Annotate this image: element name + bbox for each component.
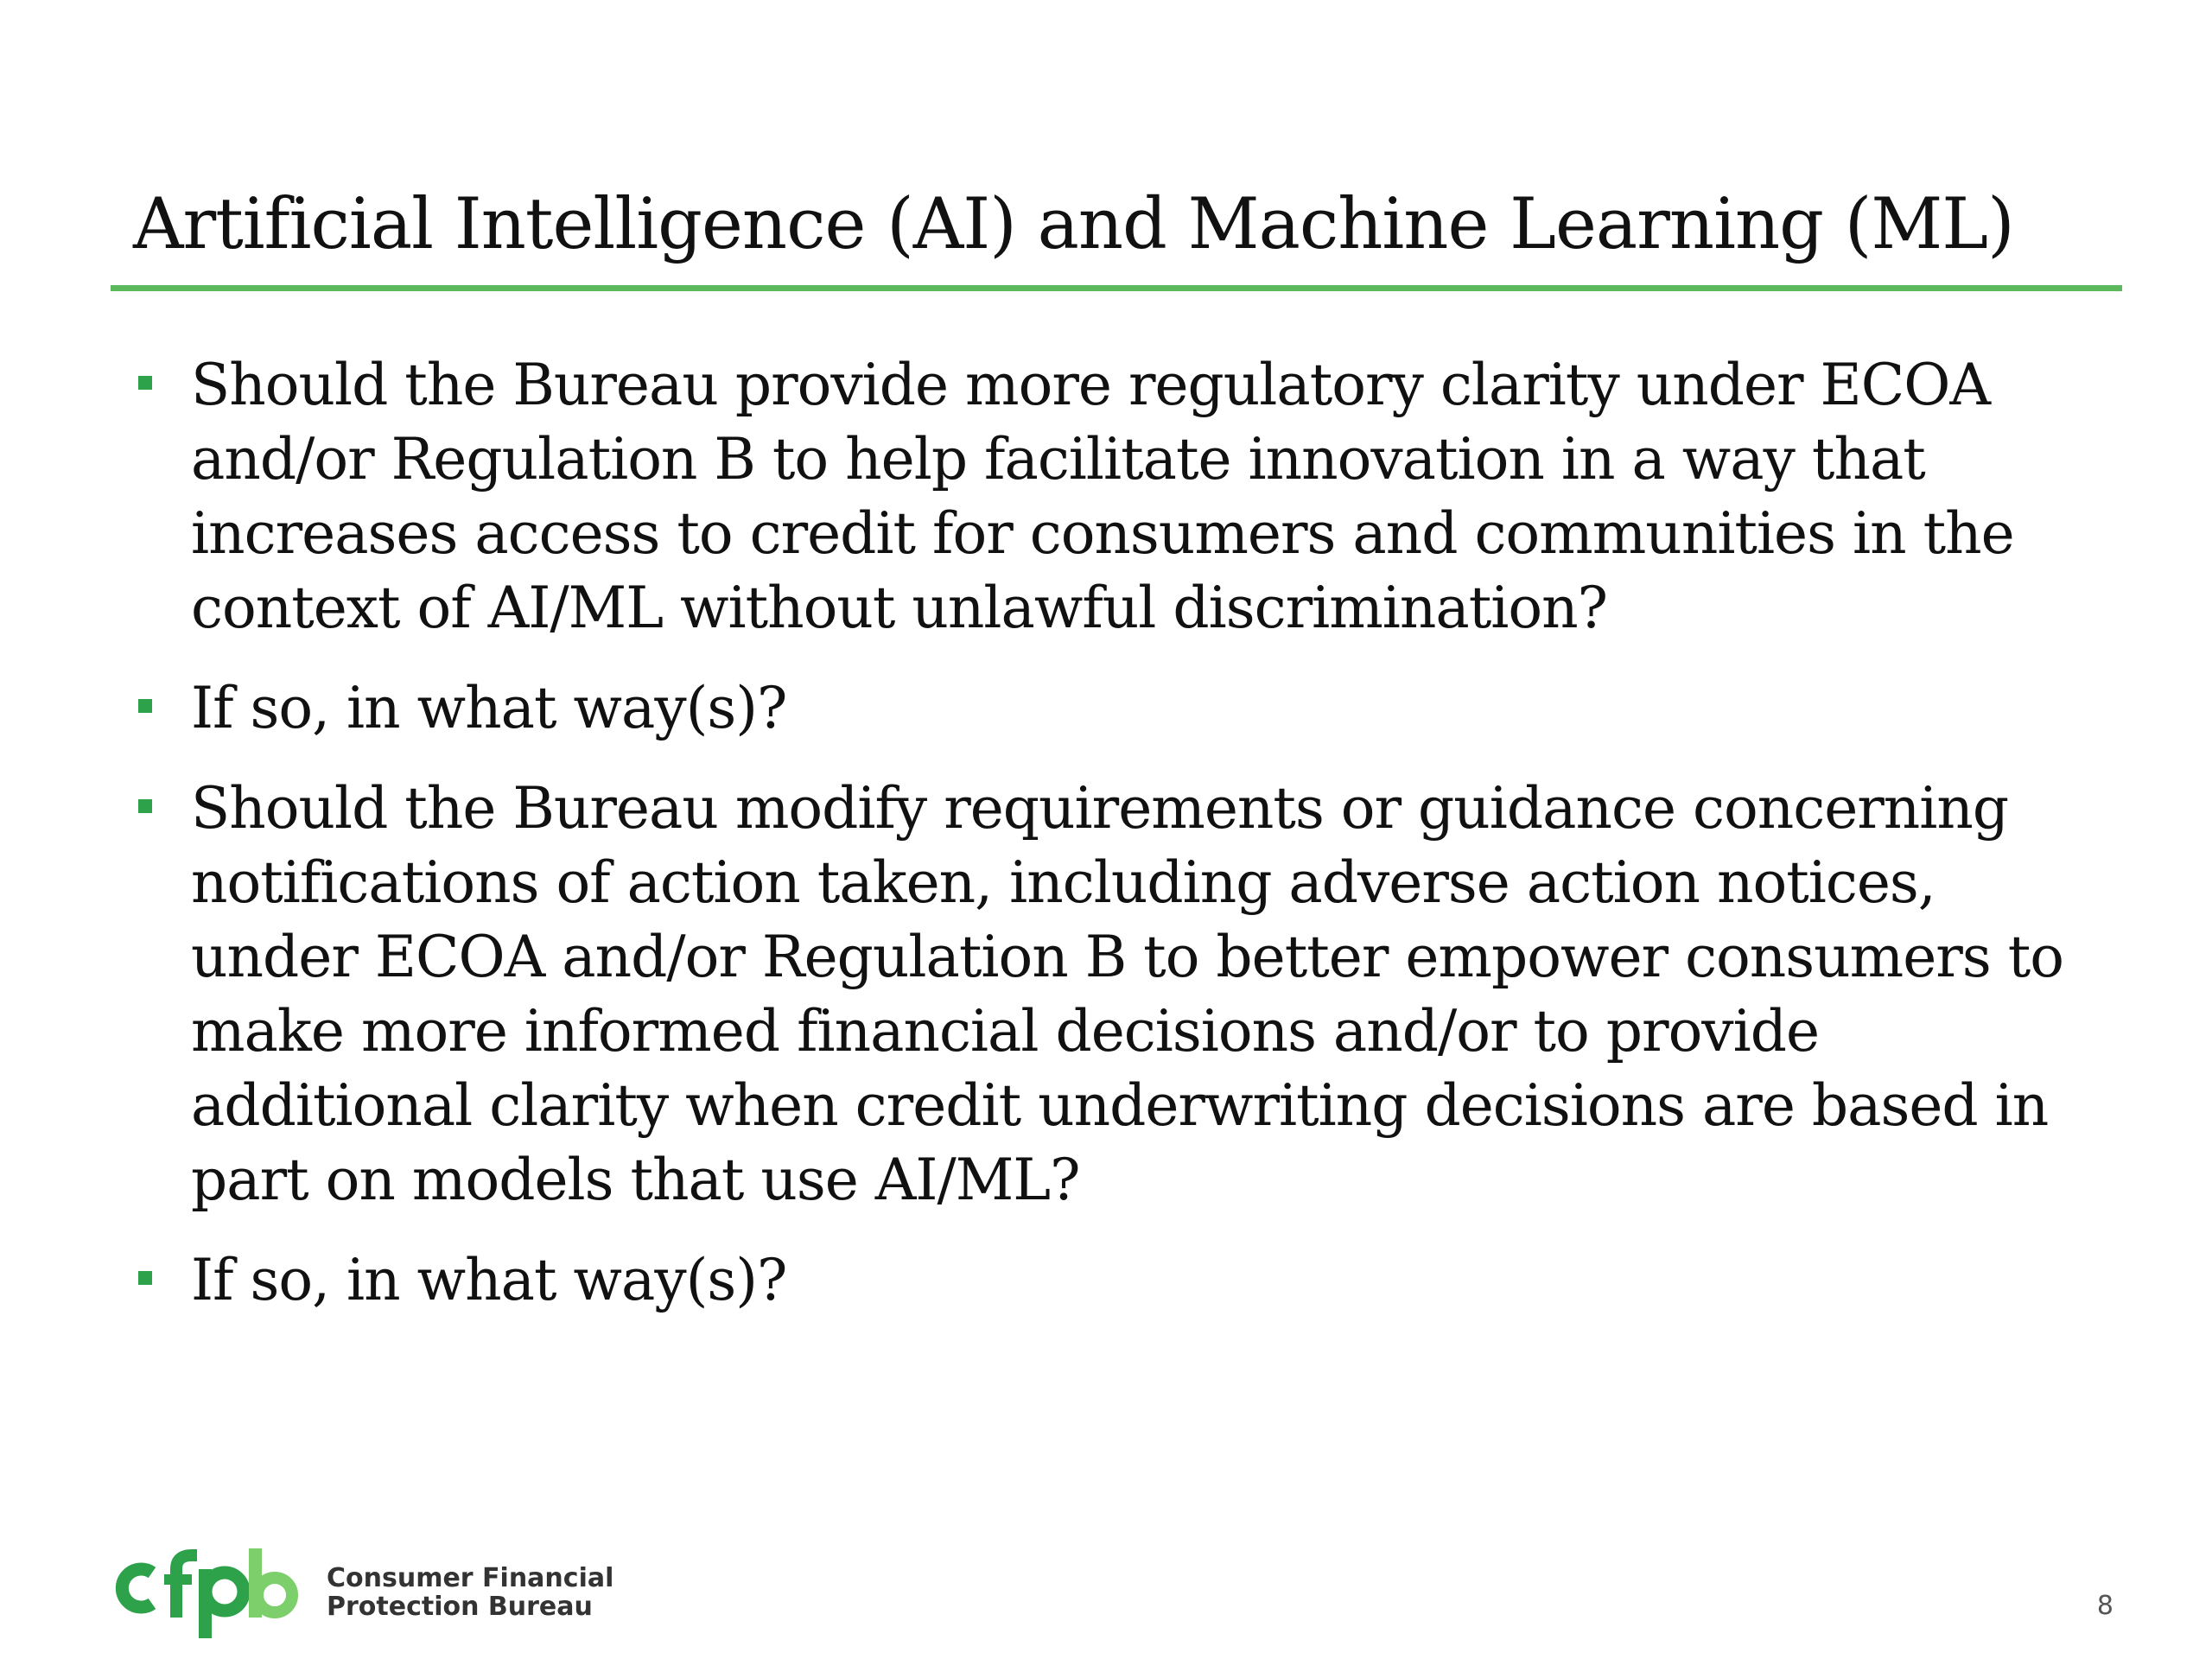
bullet-item <box>138 348 2091 645</box>
slide-title: Artificial Intelligence (AI) and Machine Learning (ML) <box>133 184 2014 265</box>
page-number: 8 <box>2096 1591 2113 1621</box>
bullet-text: If so, in what way(s)? <box>191 1247 787 1313</box>
bullet-item <box>138 772 2091 1217</box>
agency-name-line: Consumer Financial <box>327 1563 614 1593</box>
square-bullet-icon <box>138 376 152 390</box>
bullet-text: Should the Bureau modify requirements or guidance concerning notifications of action taken, including adverse action notices, under ECOA and/or Regulation B to better empower consumers to make more informed financial decisions and/or to provide additional clarity when credit underwriting decisions are based in part on models that use AI/ML? <box>191 775 2063 1213</box>
bullet-text: Should the Bureau provide more regulatory clarity under ECOA and/or Regulation B to help facilitate innovation in a way that increases access to credit for consumers and communities in the context of AI/ML without unlawful discrimination? <box>191 352 2014 641</box>
square-bullet-icon <box>138 799 152 813</box>
agency-name <box>327 1564 613 1621</box>
bullet-item <box>138 671 2091 746</box>
bullet-text: If so, in what way(s)? <box>191 675 787 741</box>
square-bullet-icon <box>138 699 152 713</box>
title-divider <box>111 285 2122 291</box>
agency-name-line: Protection Bureau <box>327 1592 593 1622</box>
bullet-list <box>138 348 2091 1344</box>
cfpb-logo <box>111 1540 301 1643</box>
bullet-item <box>138 1243 2091 1318</box>
square-bullet-icon <box>138 1271 152 1285</box>
